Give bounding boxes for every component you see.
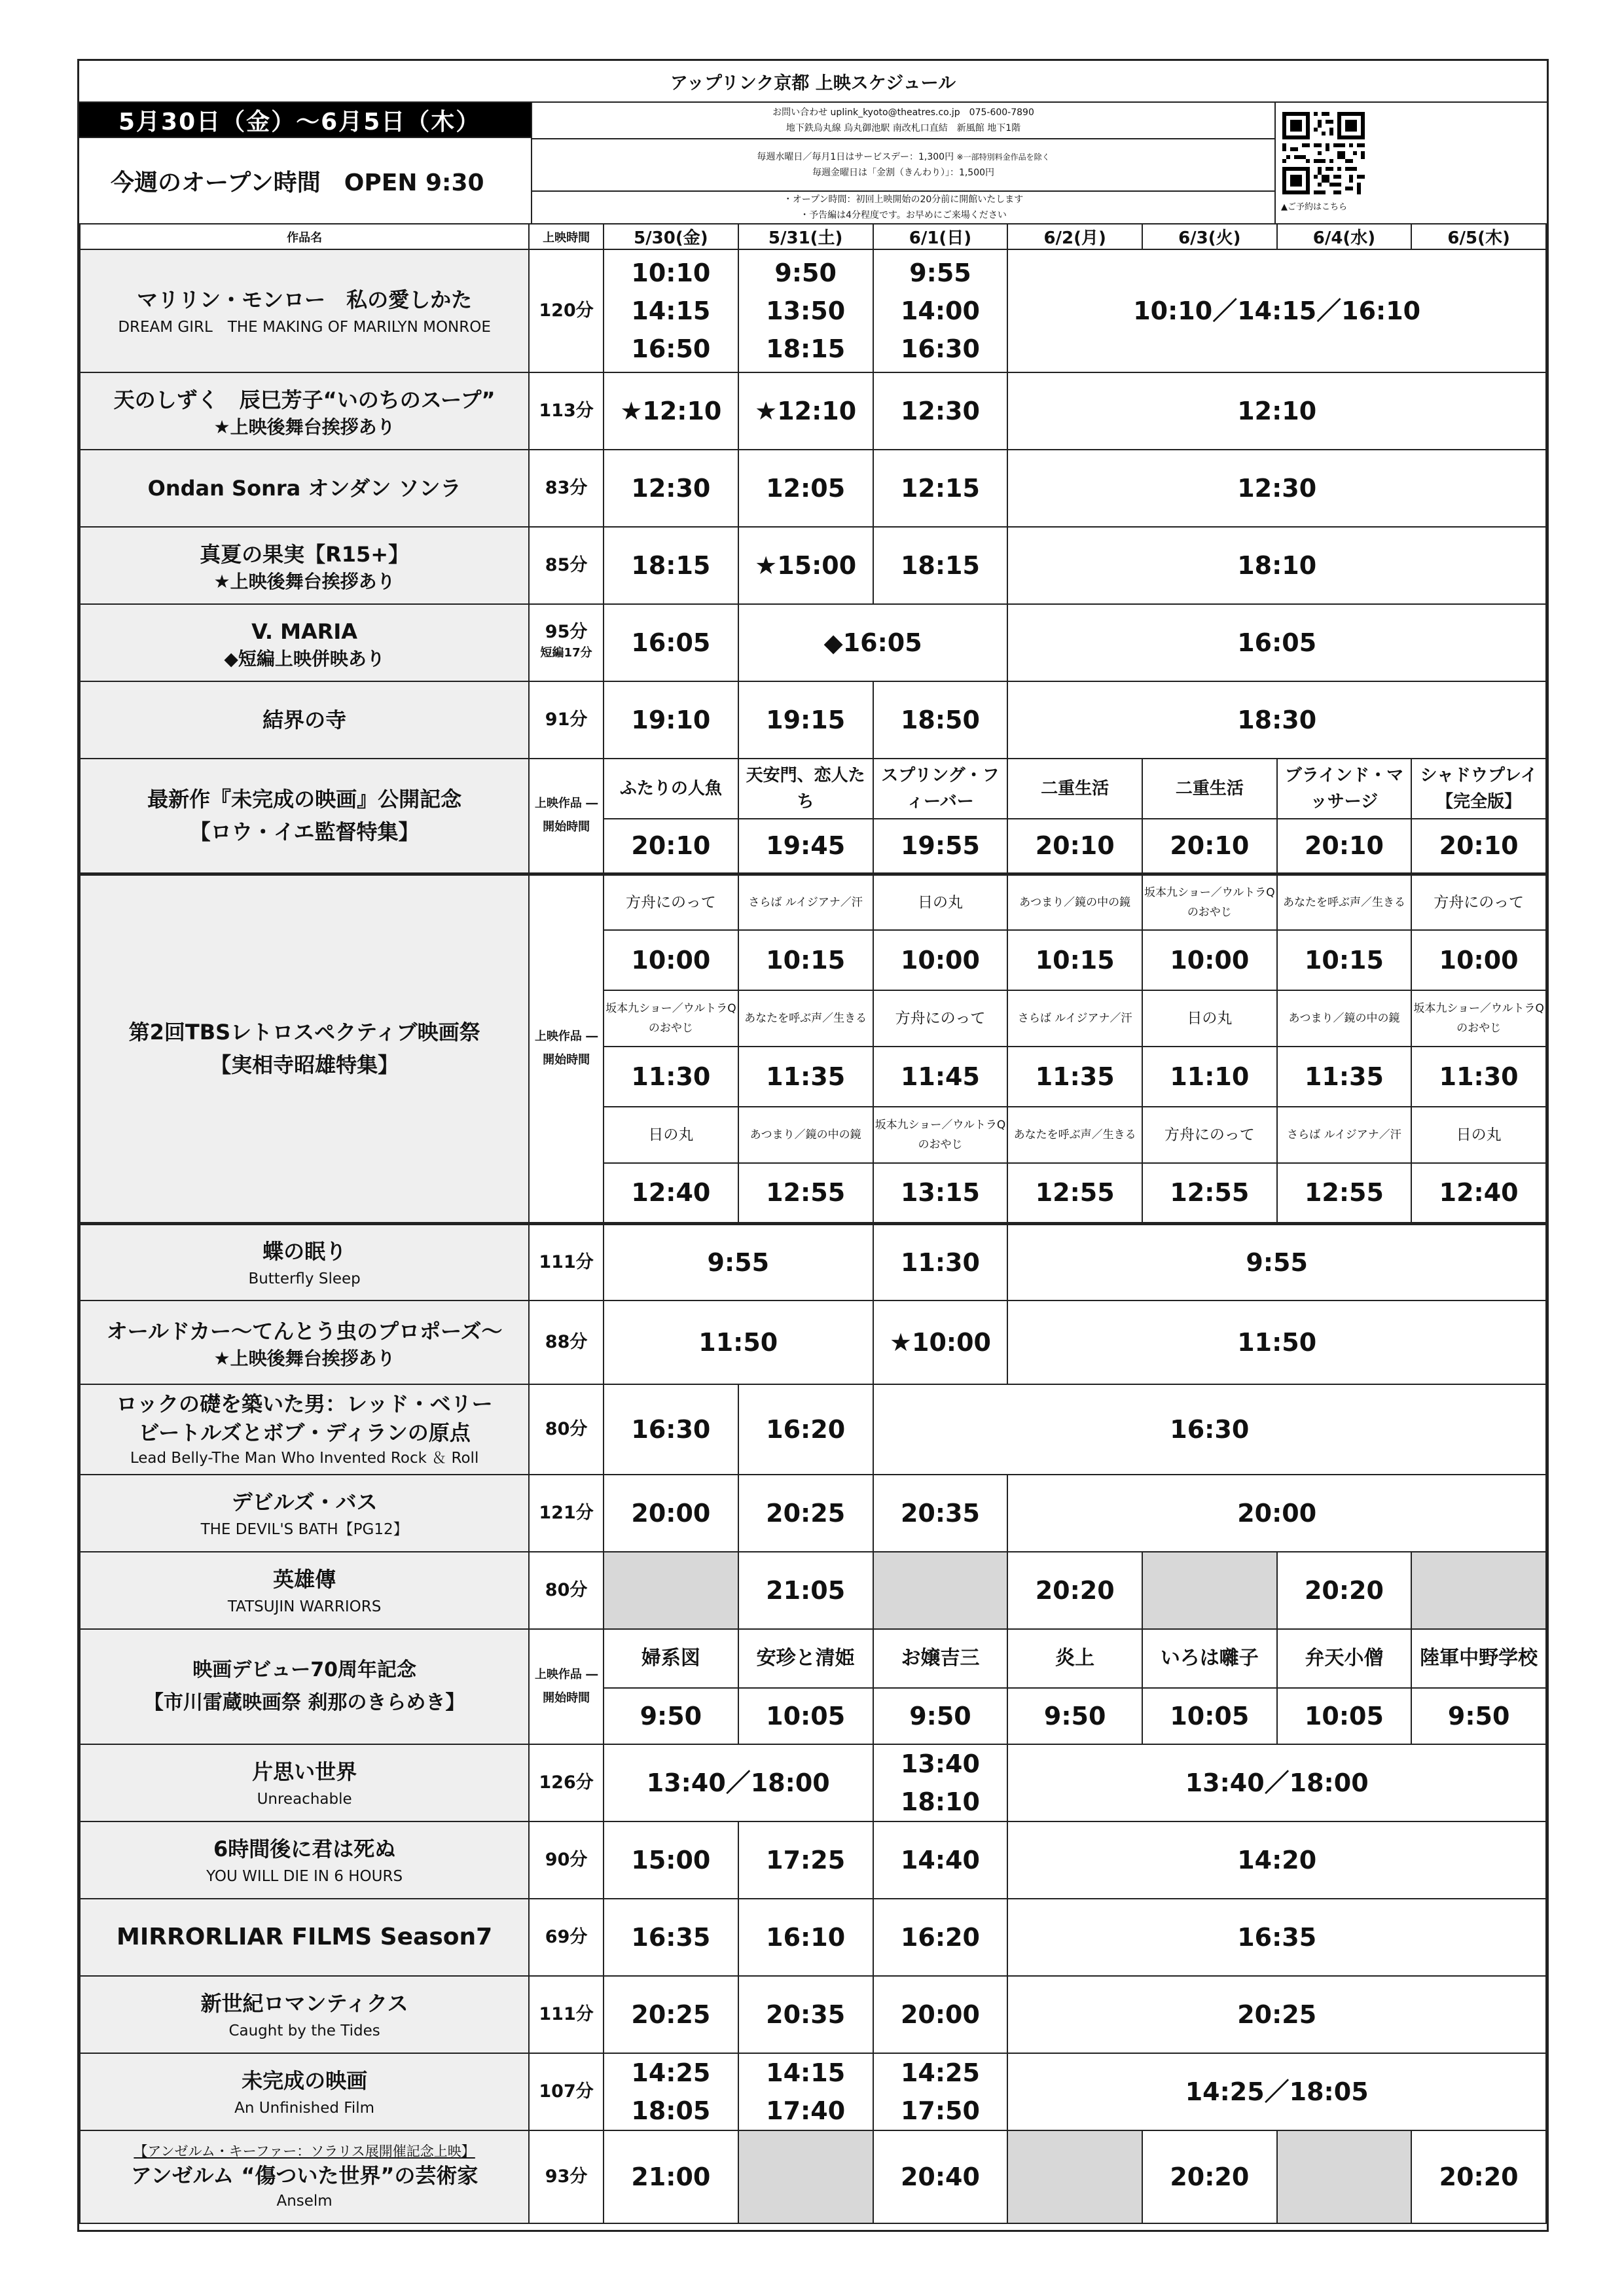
showtime: 9:50 [604, 1688, 738, 1744]
program-film: 弁天小僧 [1277, 1629, 1412, 1688]
showtime: ◆16:05 [738, 604, 1008, 681]
program-film: 婦系図 [604, 1629, 738, 1688]
runtime: 88分 [529, 1300, 604, 1384]
showtime: 11:10 [1142, 1047, 1277, 1107]
showtime: 16:30 [873, 1384, 1546, 1475]
program-film: さらば ルイジアナ／汗 [1007, 990, 1142, 1047]
notice-info [532, 192, 1274, 223]
showtime: 17:25 [738, 1821, 873, 1899]
film-title [80, 372, 529, 450]
film-row-oldcar [80, 1300, 1546, 1384]
schedule-table [79, 223, 1547, 2224]
showtime: 13:40／18:00 [604, 1744, 873, 1821]
showtime: 10:00 [1142, 930, 1277, 990]
film-row-mirror [80, 1899, 1546, 1976]
showtime: 11:30 [873, 1223, 1008, 1300]
showtime: 9:55 [1007, 1223, 1546, 1300]
film-row-shinseiki [80, 1976, 1546, 2053]
showtime: 20:35 [873, 1475, 1008, 1552]
showtime: 10:05 [738, 1688, 873, 1744]
showtime: 20:25 [738, 1475, 873, 1552]
showtime: 14:15 17:40 [738, 2053, 873, 2130]
program-film: 方舟にのって [1142, 1107, 1277, 1163]
runtime: 107分 [529, 2053, 604, 2130]
feature-title: 第2回TBSレトロスペクティブ映画祭 【実相寺昭雄特集】 [80, 874, 529, 1223]
title-ja: 真夏の果実【R15+】 [200, 542, 410, 567]
showtime: 20:00 [873, 1976, 1008, 2053]
trailer-text: ・予告編は4分程度です。お早めにご来場ください [800, 210, 1007, 221]
access-text: 地下鉄烏丸線 烏丸御池駅 南改札口直結 新風館 地下1階 [785, 123, 1021, 134]
feature-label: 上映作品 ― 開始時間 [529, 874, 604, 1223]
runtime: 126分 [529, 1744, 604, 1821]
showtime: 12:55 [1277, 1163, 1412, 1223]
info-panel [531, 103, 1276, 223]
program-film: 日の丸 [873, 874, 1008, 930]
film-row-ondan [80, 450, 1546, 527]
showtime: 9:50 13:50 18:15 [738, 249, 873, 372]
showtime: 19:45 [738, 819, 873, 874]
showtime: 10:00 [1411, 930, 1546, 990]
film-row-tatsujin [80, 1552, 1546, 1629]
no-show-cell [1142, 1552, 1277, 1629]
feature-title: 最新作『未完成の映画』公開記念 【ロウ・イエ監督特集】 [80, 759, 529, 874]
program-film: 天安門、恋人たち [738, 759, 873, 819]
film-title: 【アンゼルム・キーファー：ソラリス展開催記念上映】 アンゼルム “傷ついた世界”の芸術家 Anselm [80, 2130, 529, 2223]
showtime: 11:35 [738, 1047, 873, 1107]
film-row-kataomoi [80, 1744, 1546, 1821]
showtime: 14:40 [873, 1821, 1008, 1899]
showtime: 11:50 [1007, 1300, 1546, 1384]
film-title [80, 249, 529, 372]
program-film: あつまり／鏡の中の鏡 [738, 1107, 873, 1163]
program-film: あつまり／鏡の中の鏡 [1007, 874, 1142, 930]
program-film: 方舟にのって [1411, 874, 1546, 930]
program-film: 二重生活 [1142, 759, 1277, 819]
film-title: 6時間後に君は死ぬ YOU WILL DIE IN 6 HOURS [80, 1821, 529, 1899]
program-film: さらば ルイジアナ／汗 [1277, 1107, 1412, 1163]
showtime: 14:25 17:50 [873, 2053, 1008, 2130]
showtime: 20:00 [1007, 1475, 1546, 1552]
showtime: 19:15 [738, 681, 873, 759]
showtime: 12:30 [873, 372, 1008, 450]
showtime: 12:40 [1411, 1163, 1546, 1223]
showtime: 9:55 14:00 16:30 [873, 249, 1008, 372]
program-film: あつまり／鏡の中の鏡 [1277, 990, 1412, 1047]
program-film: 日の丸 [1142, 990, 1277, 1047]
showtime: 13:40 18:10 [873, 1744, 1008, 1821]
showtime: 9:50 [873, 1688, 1008, 1744]
film-note: ★上映後舞台挨拶あり [213, 571, 395, 592]
col-day-4: 6/2(月) [1007, 224, 1142, 249]
showtime: 11:35 [1277, 1047, 1412, 1107]
feature-title: 映画デビュー70周年記念 【市川雷蔵映画祭 刹那のきらめき】 [80, 1629, 529, 1744]
showtime: 18:50 [873, 681, 1008, 759]
film-title: 結界の寺 [80, 681, 529, 759]
title-ja: マリリン・モンロー 私の愛しかた [137, 287, 473, 312]
column-header-row [80, 224, 1546, 249]
showtime: 12:55 [1007, 1163, 1142, 1223]
showtime: 9:55 [604, 1223, 873, 1300]
showtime: 20:35 [738, 1976, 873, 2053]
film-title: 蝶の眠り Butterfly Sleep [80, 1223, 529, 1300]
showtime: 20:20 [1411, 2130, 1546, 2223]
col-day-1: 5/30(金) [604, 224, 738, 249]
runtime: 93分 [529, 2130, 604, 2223]
showtime: 10:00 [873, 930, 1008, 990]
showtime: 16:05 [1007, 604, 1546, 681]
program-film: 安珍と清姫 [738, 1629, 873, 1688]
program-film: 陸軍中野学校 [1411, 1629, 1546, 1688]
showtime: 12:15 [873, 450, 1008, 527]
no-show-cell [1411, 1552, 1546, 1629]
showtime: 20:00 [604, 1475, 738, 1552]
showtime: 11:35 [1007, 1047, 1142, 1107]
film-title: デビルズ・バス THE DEVIL'S BATH【PG12】 [80, 1475, 529, 1552]
film-row-devils [80, 1475, 1546, 1552]
feature-label: 上映作品 ― 開始時間 [529, 759, 604, 874]
service-note-text: ※一部特別料金作品を除く [956, 152, 1050, 162]
runtime: 113分 [529, 372, 604, 450]
showtime: 16:20 [738, 1384, 873, 1475]
showtime: 10:05 [1277, 1688, 1412, 1744]
showtime: 11:30 [604, 1047, 738, 1107]
showtime: 12:55 [738, 1163, 873, 1223]
showtime: 12:05 [738, 450, 873, 527]
runtime: 120分 [529, 249, 604, 372]
showtime: 14:25 18:05 [604, 2053, 738, 2130]
program-film: 日の丸 [604, 1107, 738, 1163]
col-day-3: 6/1(日) [873, 224, 1008, 249]
open-time: 今週のオープン時間 OPEN 9:30 [79, 137, 531, 223]
runtime: 95分 短編17分 [529, 604, 604, 681]
showtime: 20:20 [1007, 1552, 1142, 1629]
showtime: 14:20 [1007, 1821, 1546, 1899]
col-runtime: 上映時間 [529, 224, 604, 249]
showtime: ★12:10 [738, 372, 873, 450]
film-title: 片思い世界 Unreachable [80, 1744, 529, 1821]
showtime: 19:10 [604, 681, 738, 759]
film-title: オールドカー～てんとう虫のプロポーズ～ ★上映後舞台挨拶あり [80, 1300, 529, 1384]
showtime: 9:50 [1411, 1688, 1546, 1744]
showtime: 18:15 [604, 527, 738, 604]
col-day-7: 6/5(木) [1411, 224, 1546, 249]
runtime: 121分 [529, 1475, 604, 1552]
showtime: 9:50 [1007, 1688, 1142, 1744]
runtime: 85分 [529, 527, 604, 604]
showtime: 10:05 [1142, 1688, 1277, 1744]
film-row-soup [80, 372, 1546, 450]
program-film: ふたりの人魚 [604, 759, 738, 819]
showtime: 14:25／18:05 [1007, 2053, 1546, 2130]
col-title: 作品名 [80, 224, 529, 249]
kinwari-text: 毎週金曜日は「金割（きんわり）」：1,500円 [812, 168, 995, 178]
program-film: 日の丸 [1411, 1107, 1546, 1163]
program-film: 坂本九ショー／ウルトラQのおやじ [873, 1107, 1008, 1163]
showtime: 20:10 [1142, 819, 1277, 874]
no-show-cell [738, 2130, 873, 2223]
showtime: 20:25 [604, 1976, 738, 2053]
showtime: 10:15 [1007, 930, 1142, 990]
showtime: 15:00 [604, 1821, 738, 1899]
program-film: あなたを呼ぶ声／生きる [1007, 1107, 1142, 1163]
program-film: あなたを呼ぶ声／生きる [738, 990, 873, 1047]
showtime: ★10:00 [873, 1300, 1008, 1384]
runtime: 80分 [529, 1552, 604, 1629]
film-row-sixhours [80, 1821, 1546, 1899]
program-film: スプリング・フィーバー [873, 759, 1008, 819]
showtime: 11:45 [873, 1047, 1008, 1107]
showtime: 12:40 [604, 1163, 738, 1223]
film-row-anselm [80, 2130, 1546, 2223]
showtime: 12:10 [1007, 372, 1546, 450]
showtime: 10:10 14:15 16:50 [604, 249, 738, 372]
date-range: 5月30日（金）～6月5日（木） [79, 103, 531, 137]
runtime: 69分 [529, 1899, 604, 1976]
showtime: 10:15 [1277, 930, 1412, 990]
film-title [80, 527, 529, 604]
program-film: 方舟にのって [873, 990, 1008, 1047]
showtime: 20:10 [1411, 819, 1546, 874]
showtime: 21:05 [738, 1552, 873, 1629]
showtime: 20:25 [1007, 1976, 1546, 2053]
film-title: MIRRORLIAR FILMS Season7 [80, 1899, 529, 1976]
film-row-mikansei [80, 2053, 1546, 2130]
showtime: 20:20 [1142, 2130, 1277, 2223]
pricing-info [532, 139, 1274, 192]
runtime: 83分 [529, 450, 604, 527]
film-title: 未完成の映画 An Unfinished Film [80, 2053, 529, 2130]
showtime: 18:10 [1007, 527, 1546, 604]
film-title [80, 604, 529, 681]
program-film: いろは囃子 [1142, 1629, 1277, 1688]
col-day-6: 6/4(水) [1277, 224, 1412, 249]
film-row-kekkai [80, 681, 1546, 759]
title-ja: V. MARIA [251, 619, 358, 644]
film-title: ロックの礎を築いた男：レッド・ベリー ビートルズとボブ・ディランの原点 Lead Belly-The Man Who Invented Rock ＆ Roll [80, 1384, 529, 1475]
col-day-2: 5/31(土) [738, 224, 873, 249]
film-row-butterfly [80, 1223, 1546, 1300]
runtime: 111分 [529, 1976, 604, 2053]
showtime: 18:30 [1007, 681, 1546, 759]
feature-row-tbs [80, 874, 1546, 930]
program-film: お嬢吉三 [873, 1629, 1008, 1688]
qr-note: ▲ご予約はこちら [1281, 202, 1347, 212]
program-film: シャドウプレイ【完全版】 [1411, 759, 1546, 819]
showtime: 19:55 [873, 819, 1008, 874]
showtime: 20:10 [604, 819, 738, 874]
showtime: 12:30 [1007, 450, 1546, 527]
showtime: ★15:00 [738, 527, 873, 604]
runtime: 80分 [529, 1384, 604, 1475]
qr-code-icon[interactable] [1282, 112, 1365, 194]
service-day-text: 毎週水曜日／毎月1日はサービスデー：1,300円 [757, 152, 954, 162]
showtime: 13:40／18:00 [1007, 1744, 1546, 1821]
showtime: 10:10／14:15／16:10 [1007, 249, 1546, 372]
showtime: ★12:10 [604, 372, 738, 450]
film-title: 英雄傳 TATSUJIN WARRIORS [80, 1552, 529, 1629]
showtime: 16:05 [604, 604, 738, 681]
showtime: 16:10 [738, 1899, 873, 1976]
feature-label: 上映作品 ― 開始時間 [529, 1629, 604, 1744]
feature-row-ichikawa [80, 1629, 1546, 1688]
showtime: 16:35 [604, 1899, 738, 1976]
program-film: さらば ルイジアナ／汗 [738, 874, 873, 930]
showtime: 20:10 [1277, 819, 1412, 874]
runtime: 111分 [529, 1223, 604, 1300]
open-rule-text: ・オープン時間：初回上映開始の20分前に開館いたします [783, 194, 1024, 205]
col-day-5: 6/3(火) [1142, 224, 1277, 249]
showtime: 10:00 [604, 930, 738, 990]
film-row-manatsu [80, 527, 1546, 604]
film-row-leadbelly [80, 1384, 1546, 1475]
title-ja: 天のしずく 辰巳芳子“いのちのスープ” [113, 387, 496, 412]
no-show-cell [873, 1552, 1008, 1629]
program-film: 坂本九ショー／ウルトラQのおやじ [604, 990, 738, 1047]
film-row-marilyn [80, 249, 1546, 372]
showtime: 16:20 [873, 1899, 1008, 1976]
film-note: ◆短編上映併映あり [224, 648, 385, 670]
showtime: 16:30 [604, 1384, 738, 1475]
showtime: 11:50 [604, 1300, 873, 1384]
program-film: 方舟にのって [604, 874, 738, 930]
showtime: 21:00 [604, 2130, 738, 2223]
runtime: 90分 [529, 1821, 604, 1899]
showtime: 20:20 [1277, 1552, 1412, 1629]
showtime: 12:30 [604, 450, 738, 527]
film-note: ★上映後舞台挨拶あり [213, 416, 395, 438]
program-film: 坂本九ショー／ウルトラQのおやじ [1411, 990, 1546, 1047]
film-row-vmaria [80, 604, 1546, 681]
runtime: 91分 [529, 681, 604, 759]
showtime: 20:40 [873, 2130, 1008, 2223]
film-title: Ondan Sonra オンダン ソンラ [80, 450, 529, 527]
showtime: 20:10 [1007, 819, 1142, 874]
program-film: 二重生活 [1007, 759, 1142, 819]
program-film: 炎上 [1007, 1629, 1142, 1688]
title-en: DREAM GIRL THE MAKING OF MARILYN MONROE [118, 319, 491, 336]
no-show-cell [604, 1552, 738, 1629]
showtime: 13:15 [873, 1163, 1008, 1223]
page-title: アップリンク京都 上映スケジュール [79, 61, 1547, 103]
contact-info [532, 103, 1274, 139]
contact-text: お問い合わせ uplink_kyoto@theatres.co.jp 075-600-7890 [772, 107, 1034, 118]
program-film: あなたを呼ぶ声／生きる [1277, 874, 1412, 930]
showtime: 18:15 [873, 527, 1008, 604]
showtime: 11:30 [1411, 1047, 1546, 1107]
no-show-cell [1277, 2130, 1412, 2223]
schedule-sheet [77, 59, 1549, 2232]
program-film: ブラインド・マッサージ [1277, 759, 1412, 819]
showtime: 16:35 [1007, 1899, 1546, 1976]
film-title: 新世紀ロマンティクス Caught by the Tides [80, 1976, 529, 2053]
showtime: 12:55 [1142, 1163, 1277, 1223]
program-film: 坂本九ショー／ウルトラQのおやじ [1142, 874, 1277, 930]
no-show-cell [1007, 2130, 1142, 2223]
showtime: 10:15 [738, 930, 873, 990]
feature-row-louye [80, 759, 1546, 819]
